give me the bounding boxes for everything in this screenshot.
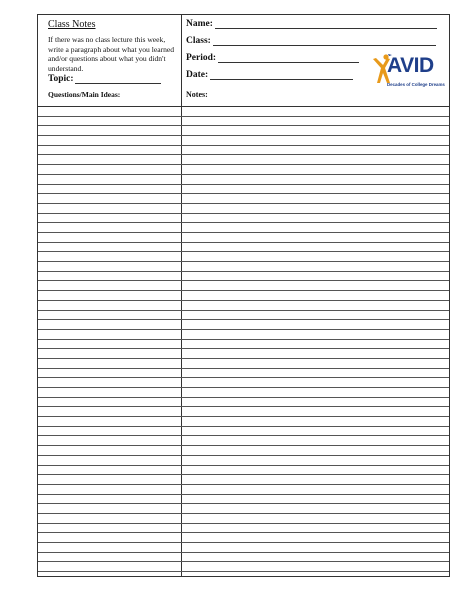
topic-line[interactable] <box>75 75 161 84</box>
left-header <box>48 19 176 73</box>
ruled-line <box>38 154 449 155</box>
ruled-line <box>38 280 449 281</box>
topic-field[interactable] <box>48 74 161 84</box>
class-label: Class: <box>186 36 211 46</box>
questions-label: Questions/Main Ideas: <box>48 90 121 99</box>
ruled-line <box>38 426 449 427</box>
ruled-line <box>38 319 449 320</box>
date-field[interactable] <box>186 70 353 80</box>
ruled-line <box>38 145 449 146</box>
ruled-line <box>38 561 449 562</box>
ruled-line <box>38 494 449 495</box>
ruled-line <box>38 542 449 543</box>
name-label: Name: <box>186 19 213 29</box>
class-line[interactable] <box>213 37 436 46</box>
ruled-line <box>38 455 449 456</box>
ruled-line <box>38 484 449 485</box>
ruled-line <box>38 213 449 214</box>
ruled-line <box>38 348 449 349</box>
notes-sheet <box>37 14 450 577</box>
page-title: Class Notes <box>48 19 96 30</box>
ruled-line <box>38 532 449 533</box>
ruled-line <box>38 300 449 301</box>
ruled-line <box>38 474 449 475</box>
ruled-line <box>38 368 449 369</box>
ruled-line <box>38 184 449 185</box>
logo-tagline: Decades of College Dreams <box>387 82 445 87</box>
ruled-line <box>38 445 449 446</box>
ruled-line <box>38 552 449 553</box>
ruled-line <box>38 397 449 398</box>
ruled-line <box>38 261 449 262</box>
ruled-line <box>38 435 449 436</box>
ruled-line <box>38 203 449 204</box>
ruled-line <box>38 135 449 136</box>
notes-label: Notes: <box>186 90 208 99</box>
date-line[interactable] <box>210 71 353 80</box>
ruled-line <box>38 271 449 272</box>
ruled-line <box>38 387 449 388</box>
ruled-line <box>38 251 449 252</box>
ruled-line <box>38 358 449 359</box>
ruled-line <box>38 310 449 311</box>
class-field[interactable] <box>186 36 436 46</box>
ruled-line <box>38 242 449 243</box>
ruled-line <box>38 513 449 514</box>
ruled-line <box>38 523 449 524</box>
ruled-line <box>38 377 449 378</box>
ruled-line <box>38 116 449 117</box>
ruled-line <box>38 503 449 504</box>
date-label: Date: <box>186 70 209 80</box>
ruled-line <box>38 329 449 330</box>
ruled-line <box>38 339 449 340</box>
ruled-line <box>38 290 449 291</box>
ruled-line <box>38 174 449 175</box>
ruled-line <box>38 465 449 466</box>
logo-word: AVID <box>387 54 434 77</box>
ruled-lines <box>38 106 449 576</box>
ruled-line <box>38 125 449 126</box>
ruled-line <box>38 571 449 572</box>
name-line[interactable] <box>215 20 437 29</box>
period-line[interactable] <box>218 54 359 63</box>
ruled-line <box>38 416 449 417</box>
instructions-text: If there was no class lecture this week, write a paragraph about what you learned and/or questions about what you didn't understand. <box>48 35 175 73</box>
avid-logo <box>365 50 445 100</box>
ruled-line <box>38 193 449 194</box>
ruled-line <box>38 222 449 223</box>
ruled-line <box>38 232 449 233</box>
ruled-line <box>38 164 449 165</box>
ruled-line <box>38 406 449 407</box>
name-field[interactable] <box>186 19 437 29</box>
topic-label: Topic: <box>48 74 74 84</box>
period-field[interactable] <box>186 53 359 63</box>
period-label: Period: <box>186 53 217 63</box>
